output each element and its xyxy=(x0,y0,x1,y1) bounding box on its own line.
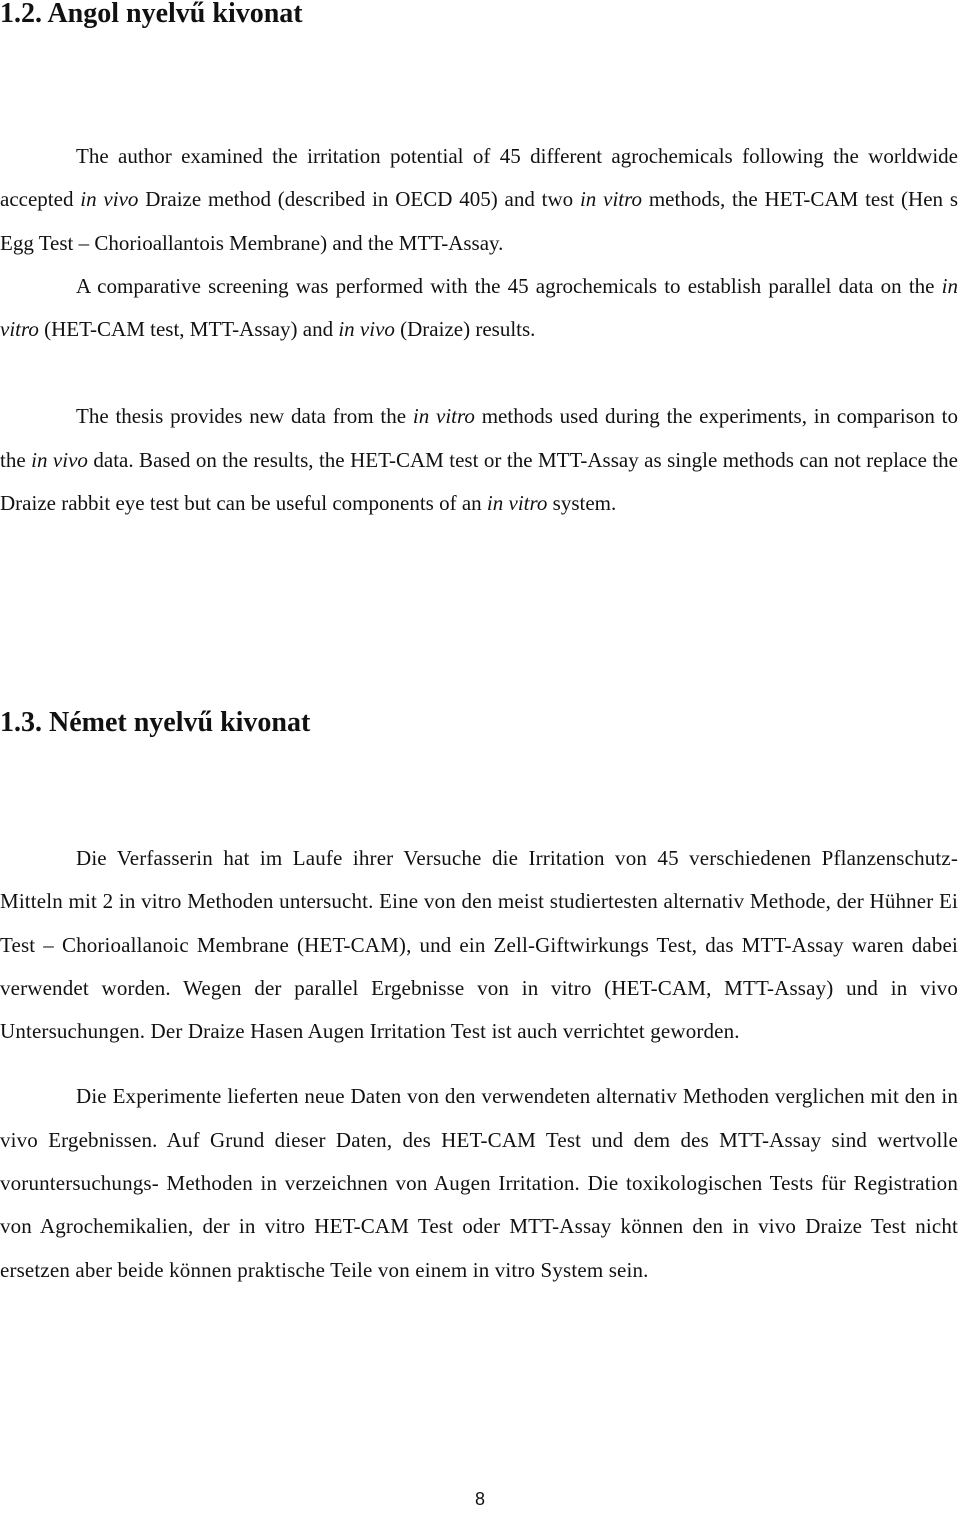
text-run: system. xyxy=(547,491,617,516)
italic-term: in vitro xyxy=(486,491,548,516)
text-run: A comparative screening was performed with the 45 agrochemicals to establish parallel data on the xyxy=(76,273,942,298)
text-run: The thesis provides new data from the xyxy=(76,404,413,429)
english-paragraph xyxy=(0,135,958,265)
german-paragraph xyxy=(0,837,958,1053)
english-paragraph xyxy=(0,265,958,352)
english-paragraph xyxy=(0,395,958,525)
text-run: Die Experimente lieferten neue Daten von den verwendeten alternativ Methoden verglichen mit den in vivo Ergebnissen. Auf Grund dieser Daten, des HET-CAM Test und dem des MTT-Assay sind wertvolle voruntersuchungs- Methoden in verzeichnen von Augen Irritation. Die toxikologischen Tests für Registration von Agrochemikalien, der in vitro HET-CAM Test oder MTT-Assay können den in vivo Draize Test nicht ersetzen aber beide können praktische Teile von einem in vitro System sein. xyxy=(0,1084,958,1282)
german-paragraph xyxy=(0,1075,958,1291)
italic-term: in vivo xyxy=(338,317,395,342)
text-run: (HET-CAM test, MTT-Assay) and xyxy=(38,317,339,342)
section-heading-english: 1.2. Angol nyelvű kivonat xyxy=(0,0,303,29)
italic-term: in vitro xyxy=(579,187,643,212)
italic-term: in vivo xyxy=(31,447,88,472)
text-run: (Draize) results. xyxy=(394,317,536,342)
english-abstract xyxy=(0,135,958,525)
text-run: data. Based on the results, the HET-CAM test or the MTT-Assay as single methods can not replace the Draize rabbit eye test but can be useful components of an xyxy=(0,447,959,516)
italic-term: in vitro xyxy=(0,273,958,342)
italic-term: in vitro xyxy=(412,404,475,429)
text-run: methods, the HET-CAM test (Hen s Egg Test – Chorioallantois Membrane) and the MTT-Assay. xyxy=(0,187,959,255)
text-run: methods used during the experiments, in comparison to the xyxy=(0,404,959,472)
page-number: 8 xyxy=(474,1489,485,1509)
german-abstract xyxy=(0,837,958,1292)
text-run: The author examined the irritation potential of 45 different agrochemicals following the worldwide accepted xyxy=(0,144,958,212)
italic-term: in vivo xyxy=(80,187,139,212)
text-run: Draize method (described in OECD 405) and two xyxy=(138,187,580,212)
section-heading-german: 1.3. Német nyelvű kivonat xyxy=(0,707,311,738)
text-run: Die Verfasserin hat im Laufe ihrer Versuche die Irritation von 45 verschiedenen Pflanzenschutz-Mitteln mit 2 in vitro Methoden untersucht. Eine von den meist studiertesten alternativ Methode, der Hühner Ei Test – Chorioallanoic Membrane (HET-CAM), und ein Zell-Giftwirkungs Test, das MTT-Assay waren dabei verwendet worden. Wegen der parallel Ergebnisse von in vitro (HET-CAM, MTT-Assay) und in vivo Untersuchungen. Der Draize Hasen Augen Irritation Test ist auch verrichtet geworden. xyxy=(0,846,958,1044)
